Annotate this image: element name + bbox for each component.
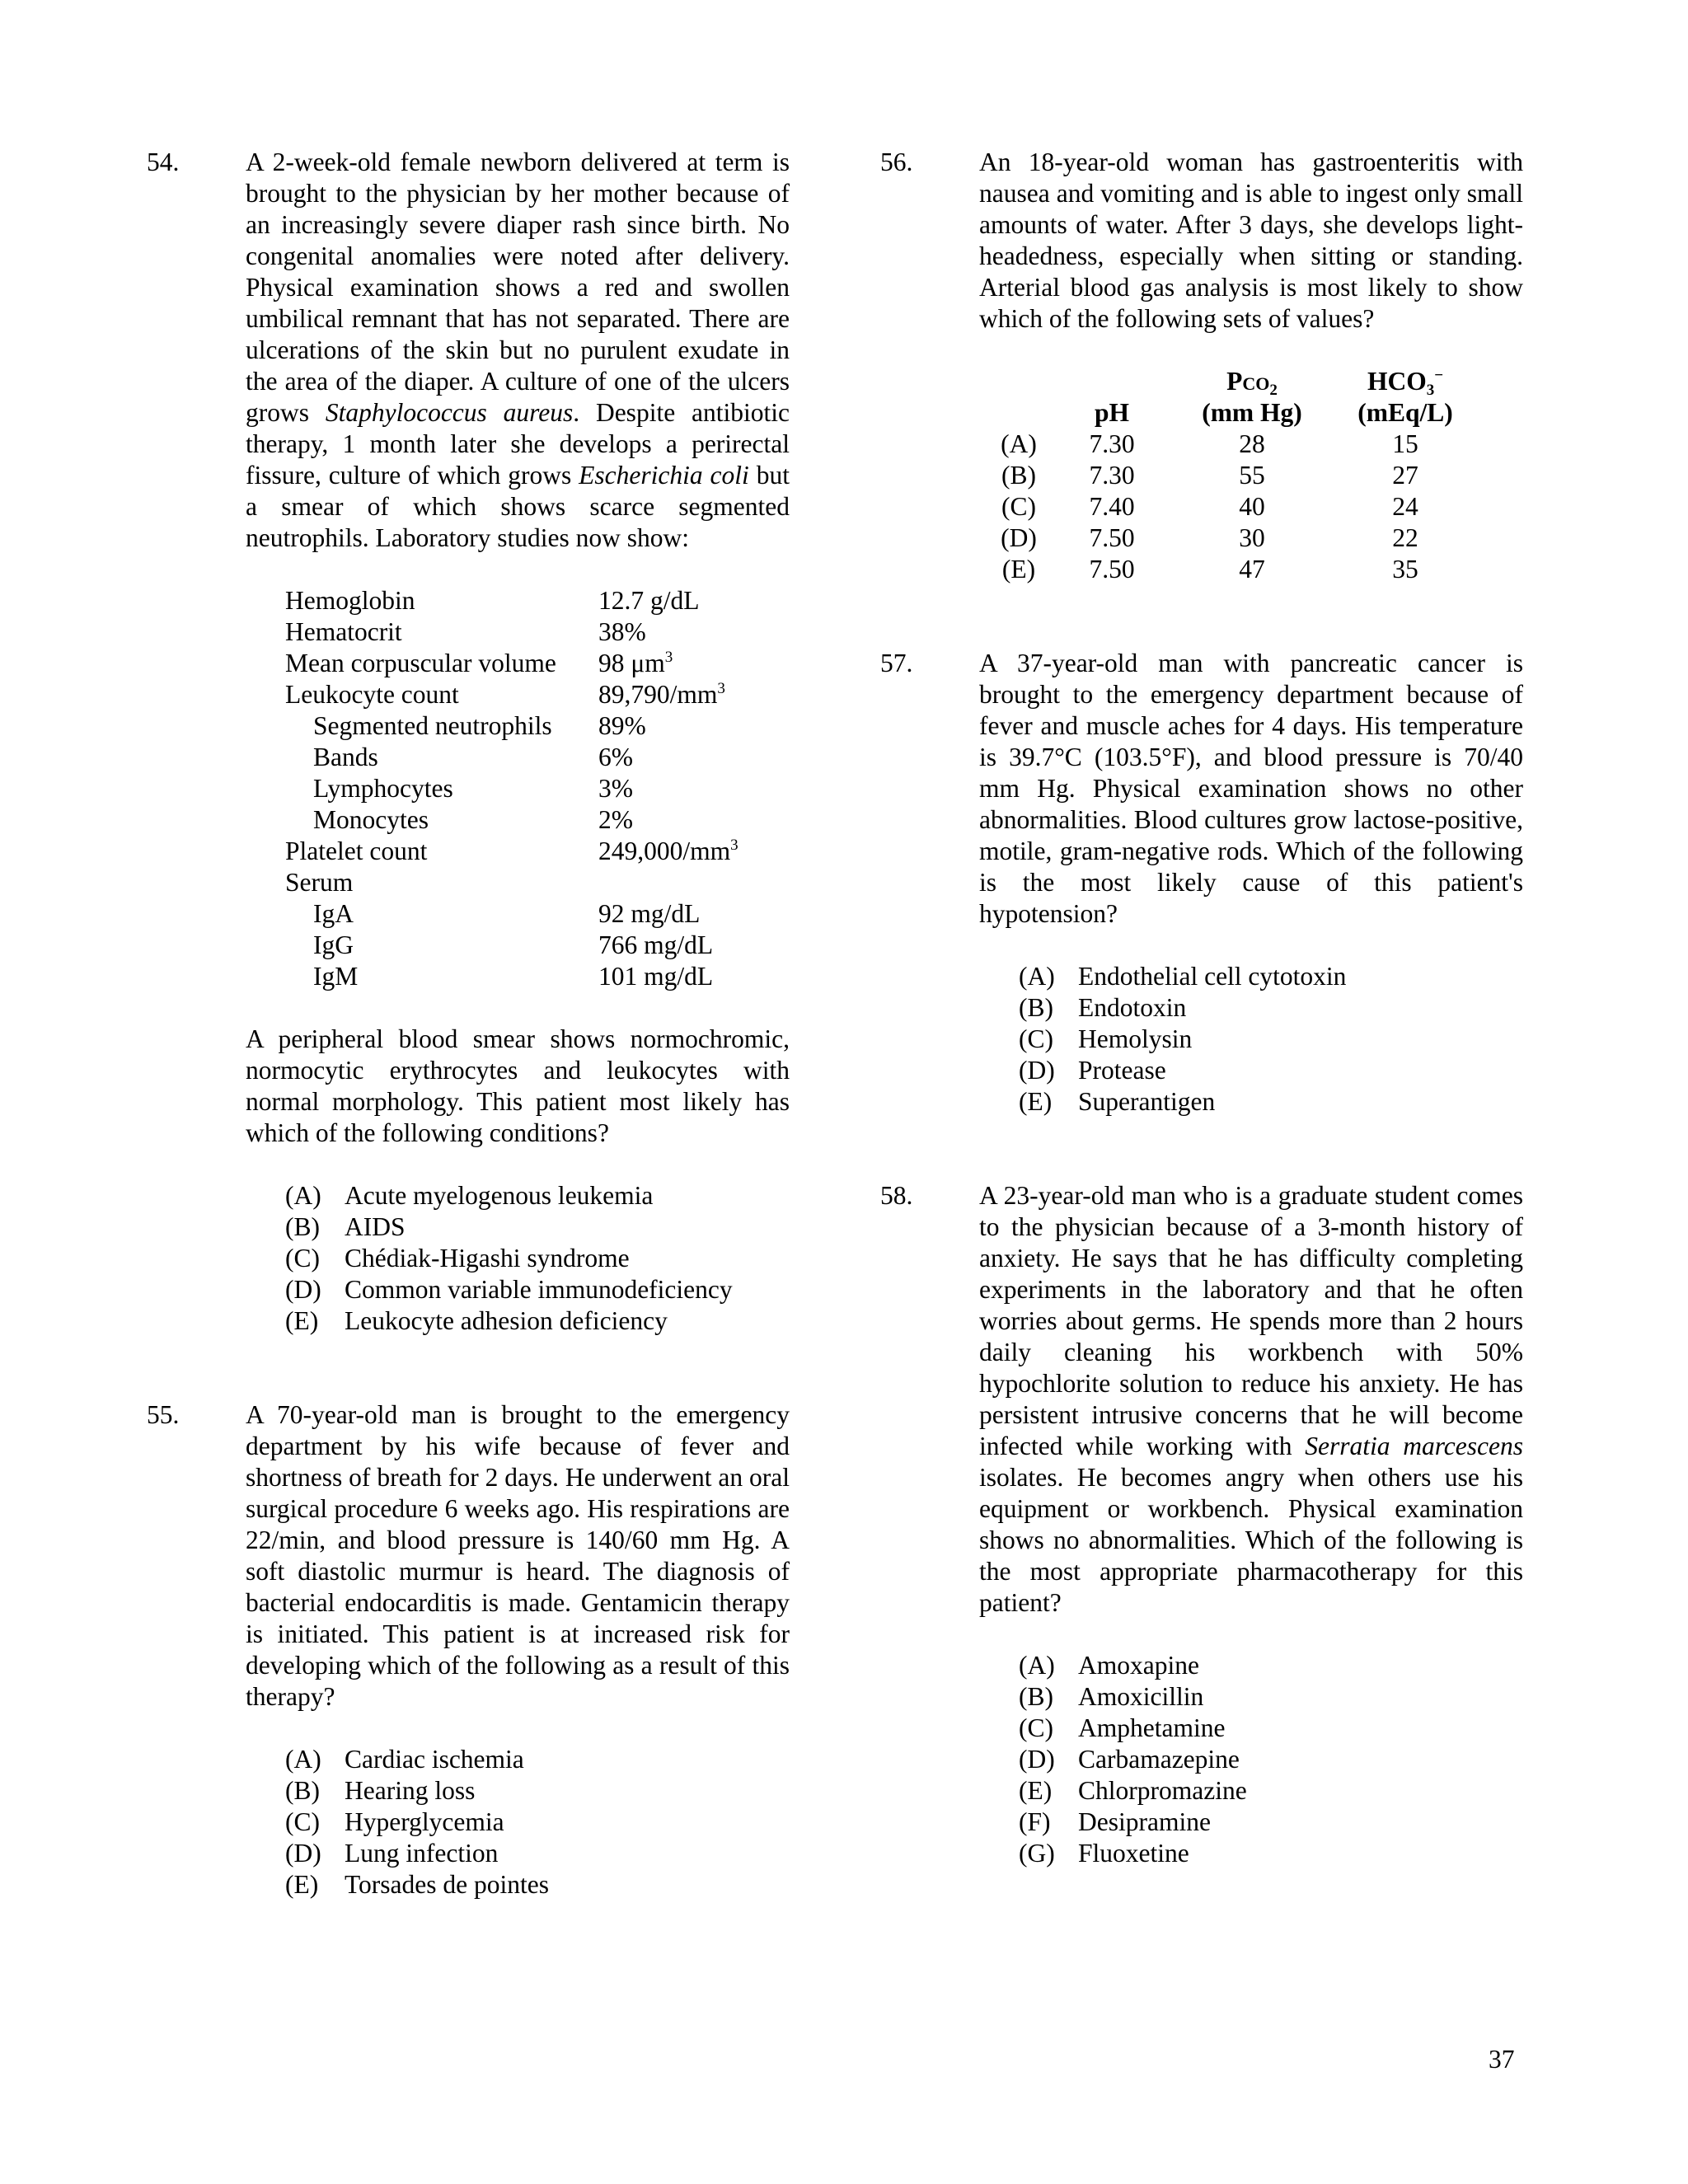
cell-hco3: 35 — [1392, 555, 1418, 583]
choice-text: Chlorpromazine — [1078, 1776, 1247, 1805]
row-letter: (D) — [1001, 523, 1037, 552]
stem-text: . Despite antibiotic therapy, 1 month later she develops a perirectal fissure, culture of which grows — [246, 398, 790, 490]
choice-text: Acute myelogenous leukemia — [345, 1181, 654, 1210]
question-stem: An 18-year-old woman has gastroenteritis with nausea and vomiting and is able to ingest only small amounts of water. After 3 days, she develops light-headedness, especially when sitting or standing. Arterial blood gas analysis is most likely to show which of the following sets of values? — [979, 148, 1523, 333]
choice-letter: (D) — [285, 1275, 321, 1304]
table-row[interactable] — [979, 523, 1472, 554]
choice-text: Common variable immunodeficiency — [345, 1275, 733, 1304]
choice-letter: (E) — [1019, 1776, 1053, 1805]
lab-name: Hematocrit — [285, 617, 402, 646]
choice-text: Amoxapine — [1078, 1651, 1199, 1680]
table-row[interactable] — [979, 554, 1472, 585]
choice-letter: (E) — [285, 1870, 319, 1899]
lab-name: IgM — [313, 962, 359, 991]
table-header-row — [979, 366, 1472, 429]
lab-row — [285, 710, 790, 742]
cell-hco3: 22 — [1392, 523, 1418, 552]
cell-pco2: 40 — [1239, 492, 1265, 521]
choice-letter: (C) — [285, 1807, 320, 1836]
choice-text: Leukocyte adhesion deficiency — [345, 1306, 668, 1335]
answer-choice[interactable] — [1019, 1807, 1523, 1838]
answer-choices — [285, 1180, 790, 1337]
header-pco2 — [1165, 366, 1339, 429]
table-row[interactable] — [979, 460, 1472, 491]
answer-choice[interactable] — [1019, 992, 1523, 1024]
lab-row — [285, 648, 790, 679]
answer-choice[interactable] — [285, 1775, 790, 1807]
choice-text: Chédiak-Higashi syndrome — [345, 1244, 630, 1272]
lab-value: 92 mg/dL — [598, 899, 701, 928]
header-pco2-subscript: 2 — [1269, 382, 1278, 399]
answer-choice[interactable] — [1019, 1024, 1523, 1055]
header-hco3 — [1339, 366, 1472, 429]
answer-choices — [1019, 961, 1523, 1118]
cell-hco3: 27 — [1392, 461, 1418, 490]
lab-row — [285, 585, 790, 616]
lab-row — [285, 961, 790, 992]
choice-letter: (C) — [1019, 1024, 1053, 1053]
question-number: 58. — [880, 1181, 913, 1210]
lab-value: 6% — [598, 743, 633, 771]
choice-letter: (D) — [1019, 1056, 1055, 1085]
lab-value-superscript: 3 — [664, 649, 673, 666]
lab-name: Serum — [285, 868, 354, 897]
answer-choice[interactable] — [285, 1838, 790, 1869]
choice-text: Superantigen — [1078, 1087, 1216, 1116]
question-number: 56. — [880, 148, 913, 176]
question-56 — [880, 147, 1523, 585]
question-number: 57. — [880, 649, 913, 677]
question-stem-continued: A peripheral blood smear shows normochromic, normocytic erythrocytes and leukocytes with normal morphology. This patient most likely has which of the following conditions? — [246, 1024, 790, 1147]
lab-value-text: 98 μm — [598, 649, 665, 677]
lab-name: Lymphocytes — [313, 774, 453, 803]
organism-name: Staphylococcus aureus — [325, 398, 574, 427]
question-number: 55. — [147, 1400, 180, 1429]
stem-text: isolates. He becomes angry when others use his equipment or workbench. Physical examination shows no abnormalities. Which of the following is the most appropriate pharmacotherapy for this patient? — [979, 1463, 1523, 1617]
lab-value — [598, 648, 673, 679]
cell-ph: 7.30 — [1089, 461, 1135, 490]
lab-value-text: 249,000/mm — [598, 837, 731, 865]
choice-letter: (C) — [285, 1244, 320, 1272]
question-stem — [979, 1180, 1523, 1619]
choice-text: Amoxicillin — [1078, 1682, 1204, 1711]
choice-letter: (B) — [1019, 993, 1053, 1022]
organism-name: Escherichia coli — [579, 461, 749, 490]
choice-letter: (A) — [1019, 1651, 1055, 1680]
choice-letter: (F) — [1019, 1807, 1051, 1836]
answer-choice[interactable] — [1019, 1775, 1523, 1807]
cell-ph: 7.50 — [1089, 555, 1135, 583]
question-stem — [246, 147, 790, 554]
choice-letter: (E) — [285, 1306, 319, 1335]
answer-choice[interactable] — [285, 1212, 790, 1243]
stem-text: but a smear of which shows scarce segmented neutrophils. Laboratory studies now show: — [246, 461, 790, 552]
lab-value-text: 89,790/mm — [598, 680, 718, 709]
choice-text: Hearing loss — [345, 1776, 476, 1805]
answer-choice[interactable] — [285, 1274, 790, 1305]
lab-row — [285, 616, 790, 648]
cell-pco2: 55 — [1239, 461, 1265, 490]
lab-name: Mean corpuscular volume — [285, 649, 556, 677]
question-58 — [880, 1180, 1523, 1869]
lab-row — [285, 742, 790, 773]
lab-name: Leukocyte count — [285, 680, 459, 709]
lab-row — [285, 773, 790, 804]
answer-choices — [1019, 1650, 1523, 1869]
left-column — [147, 147, 790, 1900]
row-letter: (E) — [1001, 555, 1036, 583]
header-ph — [1058, 366, 1165, 429]
choice-text: Endotoxin — [1078, 993, 1187, 1022]
table-row[interactable] — [979, 429, 1472, 460]
cell-pco2: 30 — [1239, 523, 1265, 552]
answer-choice[interactable] — [1019, 1650, 1523, 1681]
choice-letter: (D) — [1019, 1745, 1055, 1774]
row-letter: (B) — [1001, 461, 1036, 490]
answer-choice[interactable] — [285, 1744, 790, 1775]
lab-name: IgA — [313, 899, 354, 928]
lab-value-superscript: 3 — [717, 680, 725, 697]
header-hco3-subscript: 3 — [1426, 382, 1435, 399]
cell-hco3: 24 — [1392, 492, 1418, 521]
row-letter: (A) — [1001, 429, 1037, 458]
lab-value: 101 mg/dL — [598, 962, 714, 991]
choice-letter: (D) — [285, 1839, 321, 1868]
header-ph-label: pH — [1094, 398, 1130, 427]
choice-letter: (B) — [1019, 1682, 1053, 1711]
choice-letter: (A) — [1019, 962, 1055, 991]
lab-name: Hemoglobin — [285, 586, 415, 615]
answer-choice[interactable] — [1019, 1086, 1523, 1118]
cell-pco2: 28 — [1239, 429, 1265, 458]
cell-ph: 7.30 — [1089, 429, 1135, 458]
lab-value: 3% — [598, 774, 633, 803]
choice-text: AIDS — [345, 1212, 406, 1241]
question-number: 54. — [147, 148, 180, 176]
lab-row — [285, 898, 790, 930]
lab-row — [285, 836, 790, 867]
lab-name: Monocytes — [313, 805, 429, 834]
header-pco2-unit: (mm Hg) — [1202, 398, 1302, 427]
choice-text: Hyperglycemia — [345, 1807, 504, 1836]
choice-letter: (A) — [285, 1745, 321, 1774]
choice-text: Amphetamine — [1078, 1713, 1226, 1742]
header-pco2-letter: P — [1226, 367, 1243, 396]
table-row[interactable] — [979, 491, 1472, 523]
lab-row — [285, 930, 790, 961]
lab-name: IgG — [313, 930, 354, 959]
header-pco2-gas: co — [1242, 367, 1270, 396]
organism-name: Serratia marcescens — [1305, 1432, 1523, 1460]
answer-choice[interactable] — [1019, 1838, 1523, 1869]
question-stem: A 70-year-old man is brought to the emergency department by his wife because of fever and shortness of breath for 2 days. He underwent an oral surgical procedure 6 weeks ago. His respirations are 22/min, and blood pressure is 140/60 mm Hg. A soft diastolic murmur is heard. The diagnosis of bacterial endocarditis is made. Gentamicin therapy is initiated. This patient is at increased risk for developing which of the following as a result of this therapy? — [246, 1400, 790, 1711]
lab-value: 766 mg/dL — [598, 930, 714, 959]
header-hco3-label: HCO — [1367, 367, 1427, 396]
choice-text: Torsades de pointes — [345, 1870, 549, 1899]
choice-text: Cardiac ischemia — [345, 1745, 524, 1774]
answer-choice[interactable] — [285, 1869, 790, 1900]
choice-letter: (B) — [285, 1776, 320, 1805]
lab-row — [285, 804, 790, 836]
cell-ph: 7.50 — [1089, 523, 1135, 552]
lab-value — [598, 836, 738, 867]
cell-ph: 7.40 — [1089, 492, 1135, 521]
choice-text: Protease — [1078, 1056, 1166, 1085]
stem-text: A 2-week-old female newborn delivered at term is brought to the physician by her mother because of an increasingly severe diaper rash since birth. No congenital anomalies were noted after delivery. Physical examination shows a red and swollen umbilical remnant that has not separated. There are ulcerations of the skin but no purulent exudate in the area of the diaper. A culture of one of the ulcers grows — [246, 148, 790, 427]
blood-gas-table — [979, 366, 1472, 585]
answer-choice[interactable] — [1019, 961, 1523, 992]
choice-letter: (A) — [285, 1181, 321, 1210]
question-57 — [880, 648, 1523, 1118]
answer-choice[interactable] — [1019, 1713, 1523, 1744]
lab-value: 38% — [598, 617, 646, 646]
lab-value: 12.7 g/dL — [598, 586, 700, 615]
answer-choice[interactable] — [1019, 1744, 1523, 1775]
lab-name: Segmented neutrophils — [313, 711, 552, 740]
choice-text: Hemolysin — [1078, 1024, 1193, 1053]
header-hco3-superscript: − — [1434, 367, 1444, 384]
choice-letter: (E) — [1019, 1087, 1053, 1116]
question-55 — [147, 1399, 790, 1900]
lab-value-superscript: 3 — [730, 837, 738, 854]
row-letter: (C) — [1001, 492, 1036, 521]
right-column — [880, 147, 1523, 1869]
lab-value: 2% — [598, 805, 633, 834]
question-stem: A 37-year-old man with pancreatic cancer is brought to the emergency department because of fever and muscle aches for 4 days. His temperature is 39.7°C (103.5°F), and blood pressure is 70/40 mm Hg. Physical examination shows no other abnormalities. Blood cultures grow lactose-positive, motile, gram-negative rods. Which of the following is the most likely cause of this patient's hypotension? — [979, 649, 1523, 928]
answer-choice[interactable] — [285, 1243, 790, 1274]
answer-choice[interactable] — [1019, 1055, 1523, 1086]
lab-name: Bands — [313, 743, 378, 771]
choice-letter: (G) — [1019, 1839, 1055, 1868]
lab-results — [285, 585, 790, 992]
choice-text: Fluoxetine — [1078, 1839, 1189, 1868]
choice-letter: (C) — [1019, 1713, 1053, 1742]
answer-choice[interactable] — [285, 1807, 790, 1838]
cell-hco3: 15 — [1392, 429, 1418, 458]
stem-text: A 23-year-old man who is a graduate student comes to the physician because of a 3-month history of anxiety. He says that he has difficulty completing experiments in the laboratory and that he often worries about germs. He spends more than 2 hours daily cleaning his workbench with 50% hypochlorite solution to reduce his anxiety. He has persistent intrusive concerns that he will become infected while working with — [979, 1181, 1523, 1460]
answer-choice[interactable] — [1019, 1681, 1523, 1713]
header-hco3-unit: (mEq/L) — [1357, 398, 1453, 427]
cell-pco2: 47 — [1239, 555, 1265, 583]
choice-letter: (B) — [285, 1212, 320, 1241]
lab-name: Platelet count — [285, 837, 428, 865]
choice-text: Lung infection — [345, 1839, 499, 1868]
choice-text: Carbamazepine — [1078, 1745, 1240, 1774]
lab-row — [285, 867, 790, 898]
lab-row — [285, 679, 790, 710]
choice-text: Desipramine — [1078, 1807, 1211, 1836]
answer-choice[interactable] — [285, 1305, 790, 1337]
answer-choices — [285, 1744, 790, 1900]
answer-choice[interactable] — [285, 1180, 790, 1212]
choice-text: Endothelial cell cytotoxin — [1078, 962, 1347, 991]
header-blank — [979, 366, 1058, 429]
page-number: 37 — [1489, 2045, 1515, 2074]
lab-value: 89% — [598, 711, 646, 740]
question-54 — [147, 147, 790, 1337]
lab-value — [598, 679, 725, 710]
